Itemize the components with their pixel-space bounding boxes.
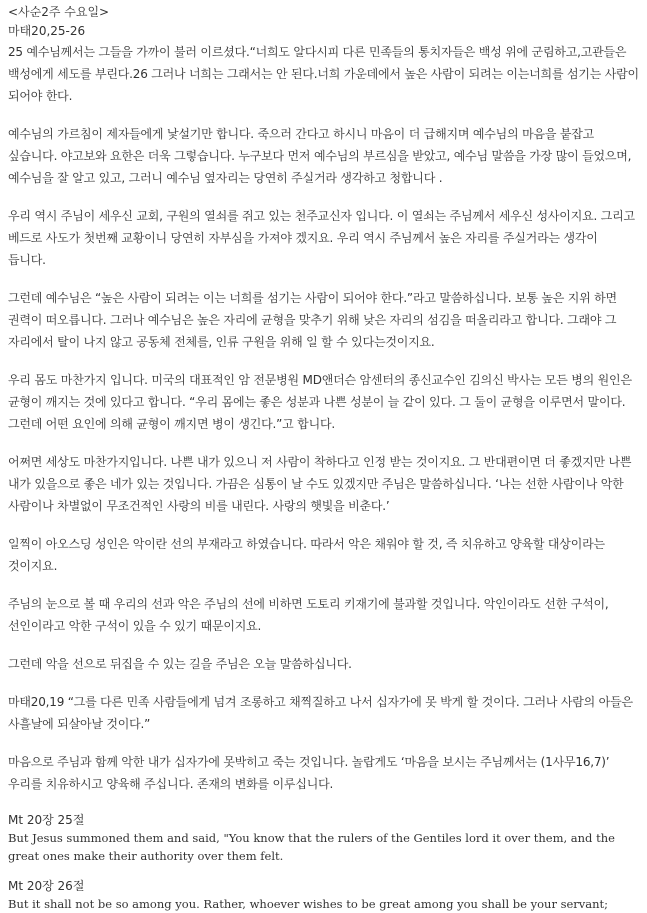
bible-verse-text: But Jesus summoned them and said, "You know that the rulers of the Gentiles lord it over them, and the great ones make their authority over them felt. <box>8 831 615 863</box>
document-title: <사순2주 수요일> <box>8 5 110 19</box>
scripture-reference: 마태20,25-26 <box>8 24 86 38</box>
paragraph: 마음으로 주님과 함께 악한 내가 십자가에 못박히고 죽는 것입니다. 놀랍게도 ‘마음을 보시는 주님께서는 (1사무16,7)’ 우리를 치유하시고 양육해 주십니다. 존재의 변화를 이루십니다. <box>8 755 610 791</box>
paragraph: 예수님의 가르침이 제자들에게 낯설기만 합니다. 죽으러 간다고 하시니 마음이 더 급해지며 예수님의 마음을 붙잡고 싶습니다. 야고보와 요한은 더욱 그렇습니다. 누구보다 먼저 예수님의 부르심을 받았고, 예수님 말씀을 가장 많이 들었으며, 예수님을 잘 알고 있고, 그러니 예수님 옆자리는 당연히 주실거라 생각하고 청합니다 . <box>8 127 632 185</box>
paragraph: 그런데 예수님은 “높은 사람이 되려는 이는 너희를 섬기는 사람이 되어야 한다.”라고 말씀하십니다. 보통 높은 지위 하면 권력이 떠오릅니다. 그러나 예수님은 높은 자리에 균형을 맞추기 위해 낮은 자리의 섬김을 떠올리라고 합니다. 그래야 그 자리에서 탈이 나지 않고 공동체 전체를, 인류 구원을 위해 일 할 수 있다는것이지요. <box>8 291 617 349</box>
paragraph: 마태20,19 “그를 다른 민족 사람들에게 넘겨 조롱하고 채찍질하고 나서 십자가에 못 박게 할 것이다. 그러나 사람의 아들은 사흘날에 되살아날 것이다.” <box>8 695 633 731</box>
scripture-text: 25 예수님께서는 그들을 가까이 불러 이르셨다.“너희도 알다시피 다른 민족들의 통치자들은 백성 위에 군림하고,고관들은 백성에게 세도를 부린다.26 그러나 너희는 그래서는 안 된다.너희 가운데에서 높은 사람이 되려는 이는너희를 섬기는 사람이 되어야 한다. <box>8 45 639 103</box>
bible-verse-ref: Mt 20장 26절 <box>8 879 85 893</box>
paragraph: 어쩌면 세상도 마찬가지입니다. 나쁜 내가 있으니 저 사람이 착하다고 인정 받는 것이지요. 그 반대편이면 더 좋겠지만 나쁜 내가 있을으로 좋은 네가 있는 것입니다. 가끔은 심통이 날 수도 있겠지만 주님은 말씀하십니다. ‘나는 선한 사람이나 악한 사람이나 차별없이 무조건적인 사랑의 비를 내린다. 사랑의 햇빛을 비춘다.’ <box>8 455 632 513</box>
bible-verse-text: But it shall not be so among you. Rather, whoever wishes to be great among you shall be your servant; <box>8 897 609 911</box>
paragraph: 일찍이 아오스딩 성인은 악이란 선의 부재라고 하였습니다. 따라서 악은 채워야 할 것, 즉 치유하고 양육할 대상이라는 것이지요. <box>8 537 605 573</box>
bible-verse-block <box>8 811 639 865</box>
paragraph: 우리 몸도 마찬가지 입니다. 미국의 대표적인 암 전문병원 MD앤더슨 암센터의 종신교수인 김의신 박사는 모든 병의 원인은 균형이 깨지는 것에 있다고 합니다. “우리 몸에는 좋은 성분과 나쁜 성분이 늘 같이 있다. 그 둘이 균형을 이루면서 말이다. 그런데 어떤 요인에 의해 균형이 깨지면 병이 생긴다.”고 합니다. <box>8 373 632 431</box>
bible-verse-ref: Mt 20장 25절 <box>8 813 85 827</box>
paragraph: 우리 역시 주님이 세우신 교회, 구원의 열쇠를 쥐고 있는 천주교신자 입니다. 이 열쇠는 주님께서 세우신 성사이지요. 그리고 베드로 사도가 첫번째 교황이니 당연히 자부심을 가져야 겠지요. 우리 역시 주님께서 높은 자리를 주실거라는 생각이 듭니다. <box>8 209 635 267</box>
paragraph: 주님의 눈으로 볼 때 우리의 선과 악은 주님의 선에 비하면 도토리 키재기에 불과할 것입니다. 악인이라도 선한 구석이, 선인이라고 악한 구석이 있을 수 있기 때문이지요. <box>8 597 609 633</box>
paragraph: 그런데 악을 선으로 뒤집을 수 있는 길을 주님은 오늘 말씀하십니다. <box>8 657 352 671</box>
bible-verse-block <box>8 877 639 913</box>
